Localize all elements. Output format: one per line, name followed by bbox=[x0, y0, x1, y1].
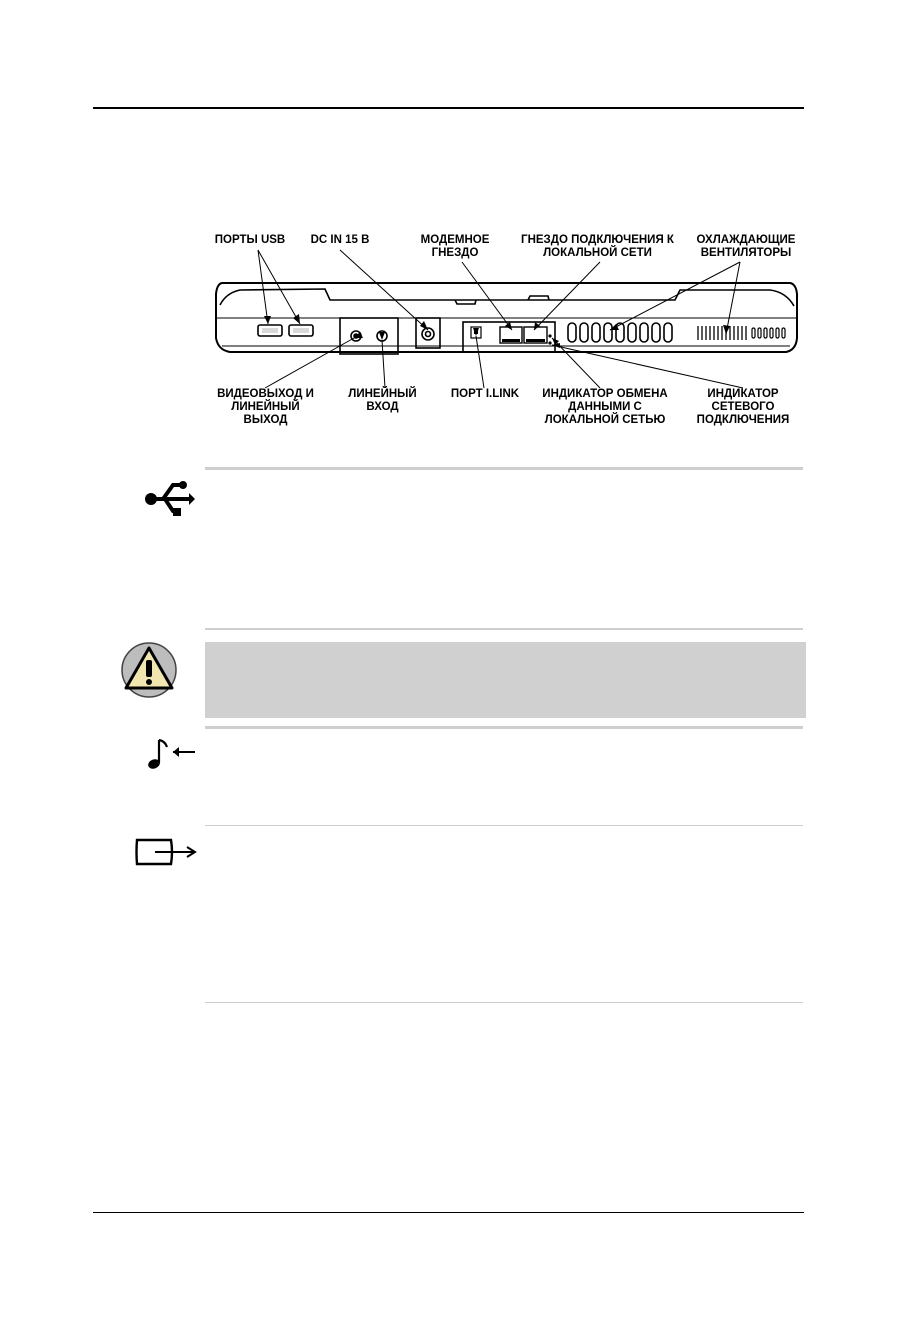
section-divider-video-out bbox=[205, 825, 803, 826]
callout-modem-jack: МОДЕМНОЕ ГНЕЗДО bbox=[420, 234, 490, 259]
rear-panel-figure bbox=[0, 0, 898, 470]
callout-lan-link: ИНДИКАТОР СЕТЕВОГО ПОДКЛЮЧЕНИЯ bbox=[696, 388, 790, 426]
line-in-icon bbox=[145, 737, 197, 771]
section-divider-end bbox=[205, 1002, 803, 1003]
callout-dc-in: DC IN 15 В bbox=[310, 234, 370, 246]
callout-cooling-vents: ОХЛАЖДАЮЩИЕ ВЕНТИЛЯТОРЫ bbox=[696, 234, 796, 259]
laptop-rear-drawing bbox=[0, 0, 898, 470]
section-divider-warning bbox=[205, 628, 803, 630]
usb-icon bbox=[143, 475, 195, 521]
section-divider-usb bbox=[205, 467, 803, 470]
footer-rule bbox=[93, 1212, 804, 1213]
callout-line-in: ЛИНЕЙНЫЙ ВХОД bbox=[348, 388, 417, 413]
callout-lan-activity: ИНДИКАТОР ОБМЕНА ДАННЫМИ С ЛОКАЛЬНОЙ СЕТЬЮ bbox=[542, 388, 668, 426]
section-divider-line-in bbox=[205, 726, 803, 729]
callout-lan-jack: ГНЕЗДО ПОДКЛЮЧЕНИЯ К ЛОКАЛЬНОЙ СЕТИ bbox=[521, 234, 674, 259]
warning-icon bbox=[118, 642, 180, 698]
callout-video-out: ВИДЕОВЫХОД И ЛИНЕЙНЫЙ ВЫХОД bbox=[217, 388, 314, 426]
warning-note-box bbox=[205, 642, 806, 718]
callout-usb-ports: ПОРТЫ USB bbox=[214, 234, 286, 246]
video-out-icon bbox=[133, 836, 199, 868]
callout-ilink-port: ПОРТ I.LINK bbox=[450, 388, 520, 400]
